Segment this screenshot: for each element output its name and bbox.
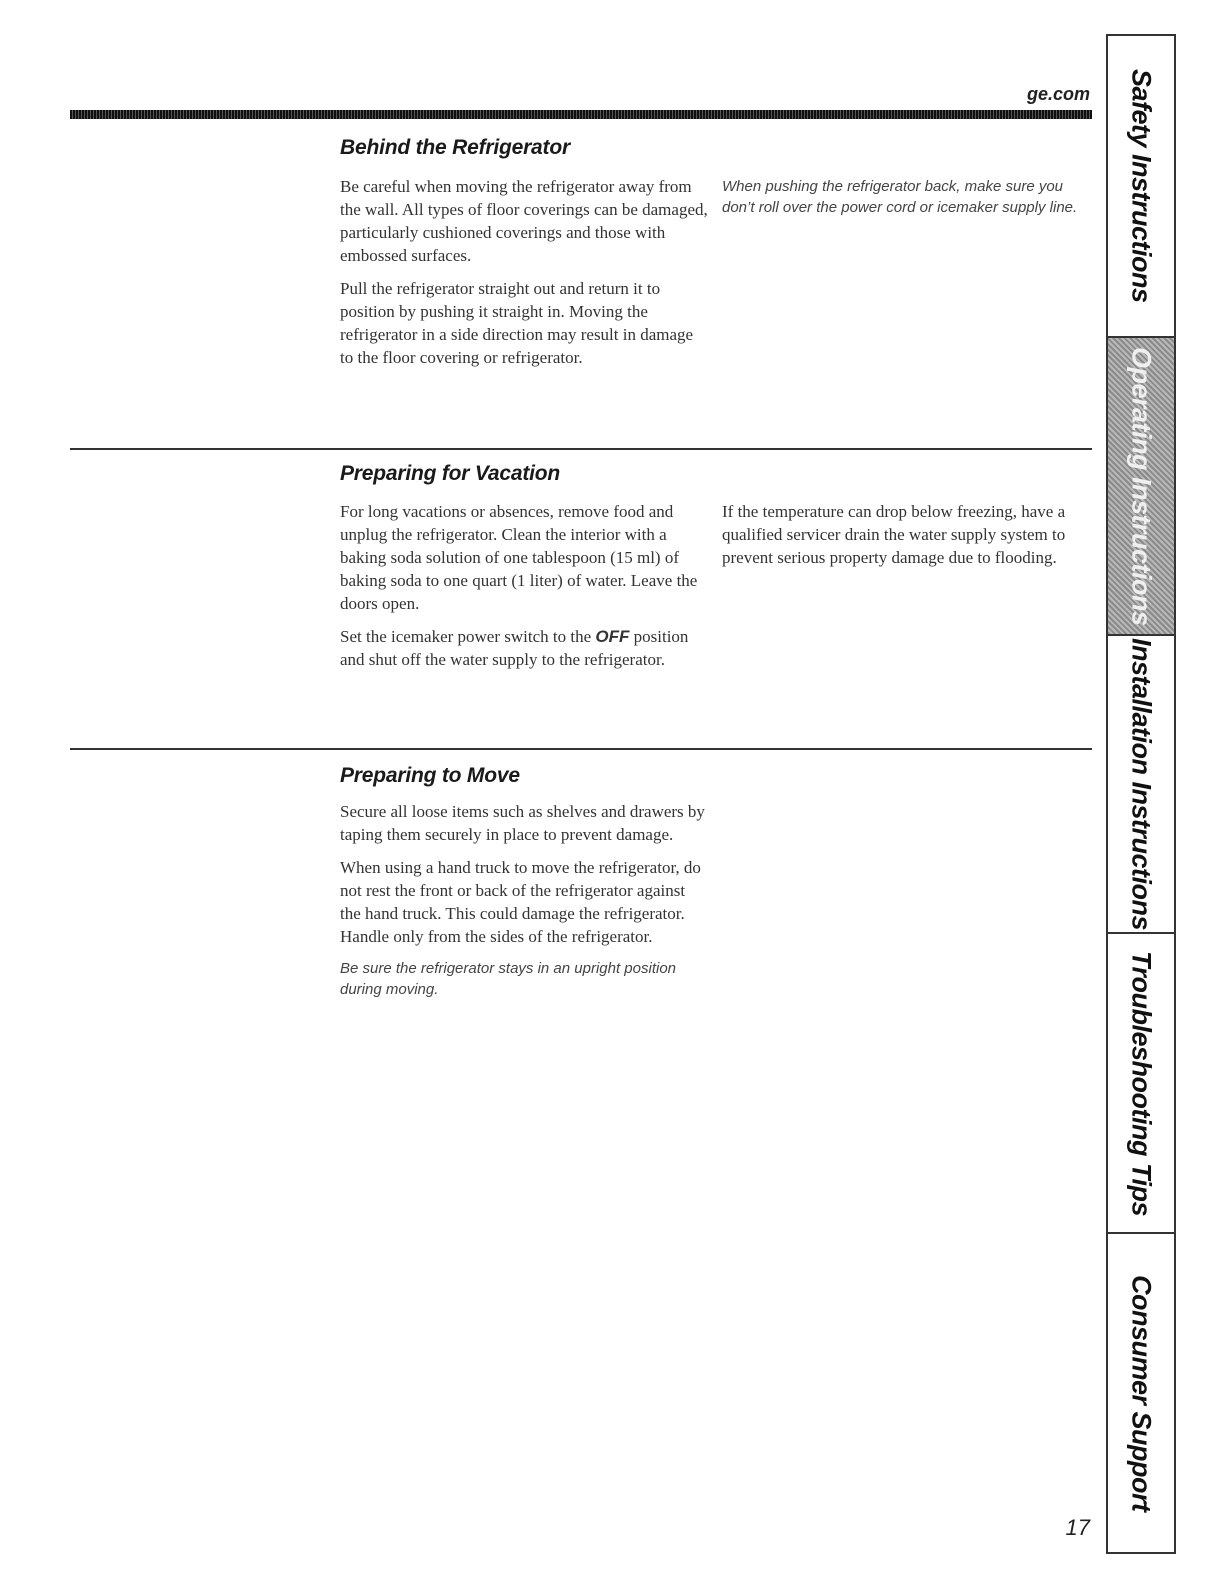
section-title-vacation: Preparing for Vacation <box>340 462 561 485</box>
paragraph: Pull the refrigerator straight out and return it to position by pushing it straight in. Moving the refrigerator in a side direction may result in damage to the floor covering or refrigerator. <box>340 279 694 367</box>
tab-troubleshooting-tips[interactable] <box>1108 934 1174 1234</box>
note-behind: When pushing the refrigerator back, make sure you don’t roll over the power cord or icemaker supply line. <box>722 178 1078 216</box>
tab-label: Operating Instructions <box>1126 346 1157 626</box>
tab-label: Safety Instructions <box>1126 69 1157 303</box>
paragraph: If the temperature can drop below freezing, have a qualified servicer drain the water supply system to prevent serious property damage due to flooding. <box>722 502 1066 567</box>
tab-operating-instructions[interactable] <box>1108 338 1174 636</box>
paragraph: When using a hand truck to move the refrigerator, do not rest the front or back of the refrigerator against the hand truck. This could damage the refrigerator. Handle only from the sides of the refrigerator. <box>340 858 701 946</box>
section-body-move <box>340 800 710 1010</box>
tab-installation-instructions[interactable] <box>1108 636 1174 934</box>
paragraph: For long vacations or absences, remove food and unplug the refrigerator. Clean the interior with a baking soda solution of one tablespoon (15 ml) of baking soda to one quart (1 liter) of water. Leave the doors open. <box>340 502 698 613</box>
section-title-move: Preparing to Move <box>340 764 520 787</box>
paragraph <box>340 625 710 671</box>
tab-consumer-support[interactable] <box>1108 1234 1174 1552</box>
paragraph: Be careful when moving the refrigerator away from the wall. All types of floor coverings can be damaged, particularly cushioned coverings and those with embossed surfaces. <box>340 177 708 265</box>
section-title-behind: Behind the Refrigerator <box>340 136 570 159</box>
page-number: 17 <box>1065 1515 1090 1540</box>
section-body-behind <box>340 175 710 379</box>
section-body-vacation-right <box>722 500 1092 579</box>
tab-label: Consumer Support <box>1126 1274 1157 1512</box>
text: position and shut off the water supply to the refrigerator. <box>340 627 689 669</box>
tab-label: Installation Instructions <box>1126 637 1157 931</box>
section-divider <box>70 448 1092 450</box>
off-label: OFF <box>595 627 630 646</box>
tab-safety-instructions[interactable] <box>1108 36 1174 338</box>
section-tabs <box>1106 34 1176 1554</box>
text: Set the icemaker power switch to the <box>340 627 596 646</box>
section-body-vacation <box>340 500 710 681</box>
note-move: Be sure the refrigerator stays in an upright position during moving. <box>340 960 677 998</box>
header-rule <box>70 110 1092 119</box>
paragraph: Secure all loose items such as shelves and drawers by taping them securely in place to prevent damage. <box>340 802 705 844</box>
tab-label: Troubleshooting Tips <box>1126 950 1157 1216</box>
site-url: ge.com <box>1026 84 1090 104</box>
section-divider <box>70 748 1092 750</box>
